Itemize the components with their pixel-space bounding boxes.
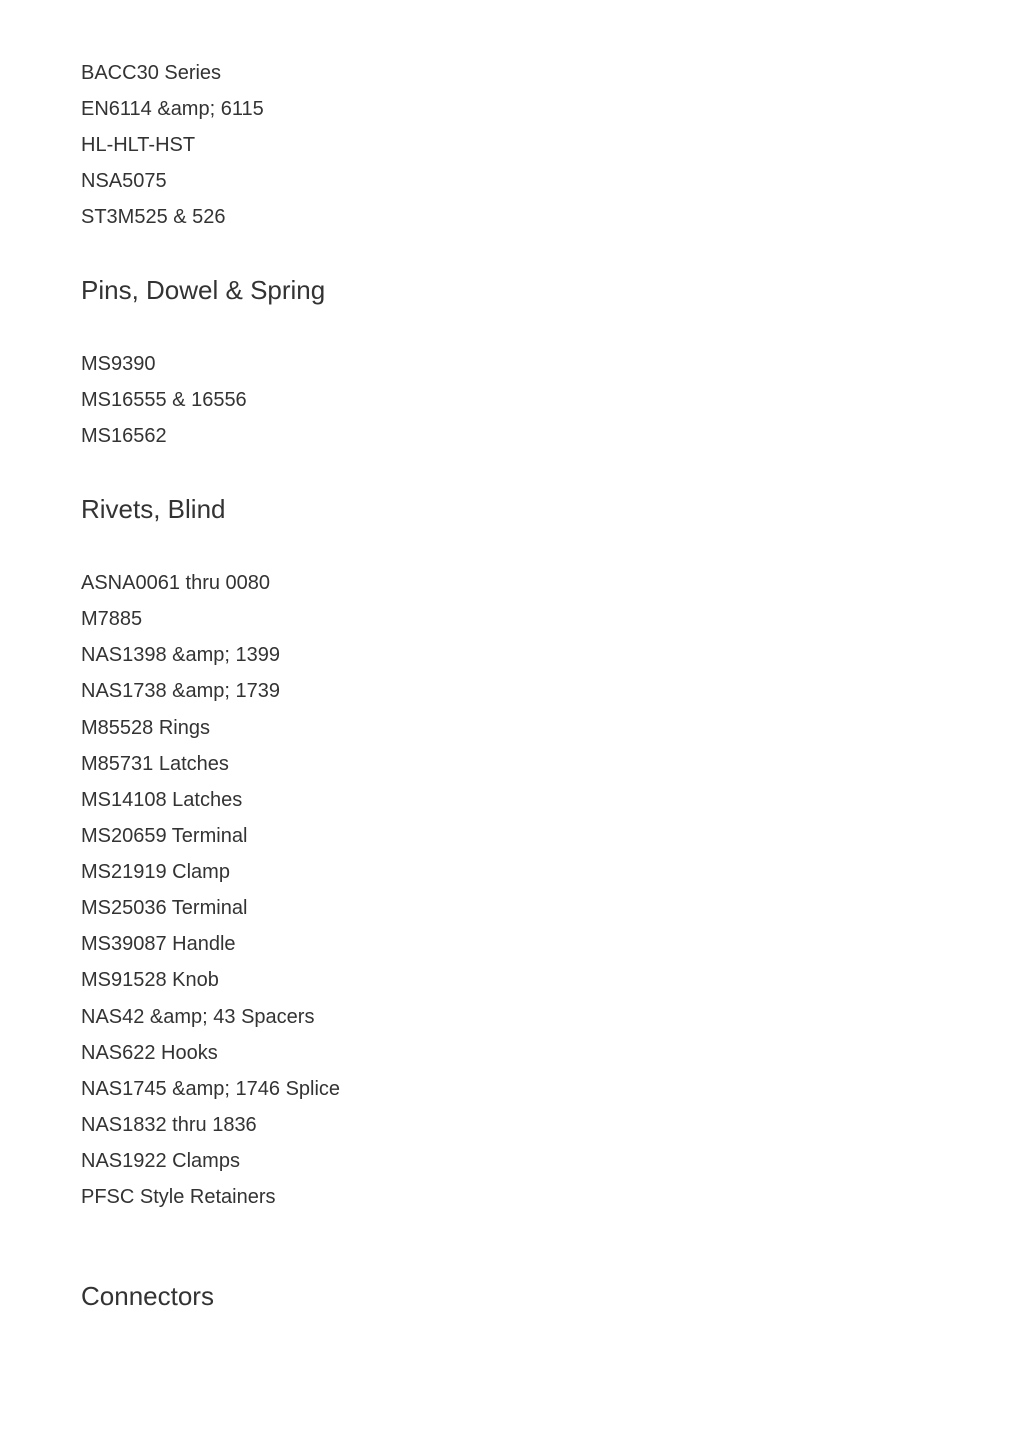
list-item: MS9390	[81, 353, 156, 375]
list-item: NAS622 Hooks	[81, 1042, 218, 1064]
list-item: NAS1745 &amp; 1746 Splice	[81, 1078, 341, 1100]
list-item: ASNA0061 thru 0080	[81, 572, 271, 594]
list-item: MS91528 Knob	[81, 969, 219, 991]
list-item: HL-HLT-HST	[81, 134, 196, 156]
list-item: MS39087 Handle	[81, 933, 236, 955]
list-item: BACC30 Series	[81, 62, 222, 84]
list-item: M85731 Latches	[81, 753, 229, 775]
list-item: M85528 Rings	[81, 717, 210, 739]
section-heading-connectors: Connectors	[81, 1281, 214, 1311]
section-heading-pins: Pins, Dowel & Spring	[81, 275, 326, 305]
section-heading-rivets: Rivets, Blind	[81, 494, 226, 524]
list-item: EN6114 &amp; 6115	[81, 98, 264, 120]
list-item: MS14108 Latches	[81, 789, 243, 811]
list-item: MS16562	[81, 425, 167, 447]
list-item: MS20659 Terminal	[81, 825, 248, 847]
list-item: NAS1832 thru 1836	[81, 1114, 257, 1136]
list-item: M7885	[81, 608, 143, 630]
list-item: PFSC Style Retainers	[81, 1186, 276, 1208]
list-item: NAS1398 &amp; 1399	[81, 644, 281, 666]
list-item: NAS42 &amp; 43 Spacers	[81, 1006, 315, 1028]
list-item: MS16555 & 16556	[81, 389, 247, 411]
list-item: NAS1922 Clamps	[81, 1150, 240, 1172]
list-item: NSA5075	[81, 170, 167, 192]
list-item: NAS1738 &amp; 1739	[81, 680, 281, 702]
list-item: ST3M525 & 526	[81, 206, 226, 228]
list-item: MS21919 Clamp	[81, 861, 230, 883]
list-item: MS25036 Terminal	[81, 897, 248, 919]
